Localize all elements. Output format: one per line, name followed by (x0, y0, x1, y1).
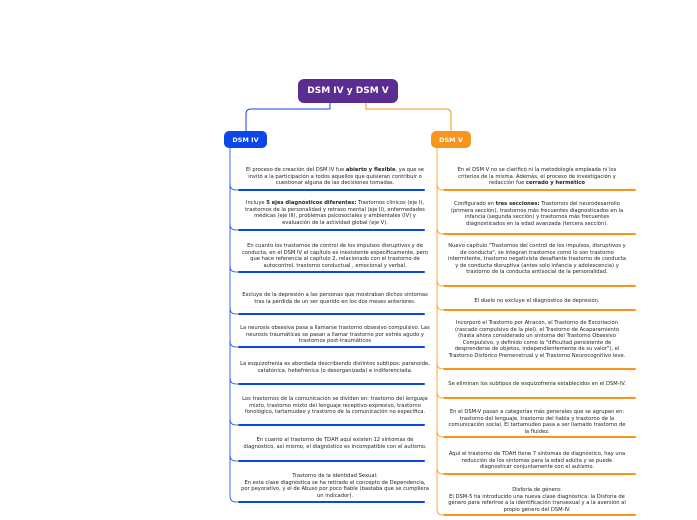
topic-text-span: Incluye (245, 200, 267, 206)
link-topic (230, 341, 238, 347)
topic-text (447, 451, 627, 471)
topic-dsm-v-5[interactable] (447, 320, 627, 359)
topic-text-span: Configurado en (454, 201, 496, 207)
topic-underline (238, 460, 425, 462)
topic-dsm-iv-3[interactable] (240, 243, 430, 269)
topic-underline (443, 285, 636, 287)
topic-underline (238, 271, 425, 273)
topic-underline (238, 501, 425, 503)
topic-underline (238, 383, 425, 385)
topic-text-span: El duelo no excluye el diagnóstico de depresión. (474, 298, 600, 304)
topic-underline (238, 229, 425, 231)
link-topic (230, 378, 238, 384)
topic-text (240, 243, 430, 269)
topic-text-span: Trastornos clínicos (eje I), trastornos de la personalidad y retraso mental (eje II), enfermedades médicas (eje III), problemas psicosociales y ambientales (IV) y evaluación de la actividad global (eje V). (245, 200, 425, 226)
topic-text (447, 201, 627, 227)
topic-text (447, 167, 627, 187)
topic-dsm-v-7[interactable] (447, 409, 627, 435)
topic-underline (238, 313, 425, 315)
root-topic-label: DSM IV y DSM V (307, 86, 389, 96)
topic-text-span: Trastorno de la identidad Sexual: En esta clase diagnóstica se ha retirado el concepto de Dependencia, por peyorativo, y el de Abuso por poco fiable (bastaba que se cumpliera un indicador). (241, 473, 429, 499)
topic-dsm-iv-8[interactable] (240, 437, 430, 450)
topic-dsm-iv-4[interactable] (240, 292, 430, 305)
topic-text (240, 396, 430, 416)
topic-dsm-iv-5[interactable] (240, 325, 430, 345)
link-topic (230, 224, 238, 230)
topic-text-span: La esquizofrenia es abordada describiendo distintos subtipos: paranoide, catatónica, hebefrénica (o desorganizada) e indiferenciada. (240, 361, 430, 374)
topic-dsm-iv-1[interactable] (240, 167, 430, 187)
topic-underline (443, 514, 636, 516)
topic-underline (238, 346, 425, 348)
topic-text-span: Incorporó el Trastorno por Atracón, el Trastorno de Excoriación (rascado compulsivo de la piel), el Trastorno de Acaparamiento (hasta ahora considerado un síntoma del Trastorno Obsesivo Compulsivo, y definido como la "dificultad persistente de desprenderse de objetos, independientemente de su valor"), el Trastorno Disfórico Premenstrual y el Trastorno Neurocognitivo leve. (448, 320, 626, 359)
topic-text (447, 487, 627, 513)
topic-underline (443, 436, 636, 438)
topic-text (240, 361, 430, 374)
topic-text-bold: cerrado y hermético (525, 180, 585, 186)
topic-text-span: En el DSM-V pasan a categorías más generales que se agrupan en: trastorno del lenguaje, trastorno del habla y trastorno de la comunicación social. El tartamudeo pasa a ser llamado trastorno de la fluidez. (448, 409, 626, 435)
link-topic (230, 266, 238, 272)
topic-text (240, 167, 430, 187)
topic-text-span: La neurosis obsesiva pasa a llamarse trastorno obsesivo compulsivo. Las neurosis traumáticas se pasan a llamar trastorno por estrés agudo y trastornos post-traumáticos (240, 325, 430, 344)
topic-underline (238, 189, 425, 191)
link-topic (230, 455, 238, 461)
root-topic[interactable] (298, 79, 398, 103)
topic-text (240, 200, 430, 226)
topic-text-span: En cuanto al trastorno de TDAH aquí existen 12 síntomas de diagnóstico, así mismo, el diagnóstico es incompatible con el autismo. (243, 437, 427, 450)
topic-dsm-iv-6[interactable] (240, 361, 430, 374)
topic-text-span: Los trastornos de la comunicación se dividen en: trastorno del lenguaje mixto, trastorno mixto del lenguaje receptivo-expresivo, trastorno fonológico, tartamudeo y trastorno de la comunicación no específica. (242, 396, 428, 415)
topic-dsm-v-1[interactable] (447, 167, 627, 187)
topic-text (447, 320, 627, 359)
topic-dsm-v-4[interactable] (447, 298, 627, 305)
topic-text-span: Aquí el trastorno de TDAH tiene 7 síntomas de diagnóstico, hay una reducción de los síntomas para la edad adulta y se puede diagnosticar conjuntamente con el autismo. (448, 451, 626, 470)
topic-underline (443, 233, 636, 235)
topic-text-span: Disforia de género: El DSM-5 ha introducido una nueva clase diagnóstica: la Disforia de género para referirse a la identificación transexual y a la aversión al propio género del DSM-IV. (448, 487, 626, 513)
link-topic (230, 496, 238, 502)
branch-dsm-iv[interactable] (224, 131, 267, 148)
topic-text-span: Nuevo capítulo "Trastornos del control de los impulsos, disruptivos y de conducta", se integran trastornos como lo son trastorno intermitente, trastorno negativista desafiante trastorno de conducta y de conducta disruptiva (antes solo infancia y adolescencia) y trastorno de la conducta antisocial de la personalidad. (448, 243, 626, 275)
topic-text-span: En cuanto los trastornos de control de los impulsos disruptivos y de conducta, en el DSM IV el capítulo es inexistente específicamente, pero que hace referencia al capítulo 2, relacionado con el trastorno de autocontrol. trastorno conductual , emocional y verbal. (241, 243, 429, 269)
topic-text-span: Trastornos del neurodesarrollo (primera sección), trastornos más frecuentes diagnosticados en la infancia (segunda sección) y trastornos más frecuentes diagnosticados en la edad avanzada (tercera sección). (450, 201, 624, 227)
link-topic (230, 184, 238, 190)
topic-text (240, 325, 430, 345)
topic-dsm-v-8[interactable] (447, 451, 627, 471)
topic-dsm-iv-9[interactable] (240, 473, 430, 499)
topic-underline (443, 309, 636, 311)
topic-text-span: , ya que se invitó a la participación a todos aquellos que quisieran contribuir o cuestionar alguna de las decisiones tomadas. (248, 167, 424, 186)
topic-underline (443, 368, 636, 370)
topic-dsm-iv-2[interactable] (240, 200, 430, 226)
topic-text-span: El proceso de creación del DSM IV fue (246, 167, 346, 173)
topic-text-bold: abierto y flexible (345, 167, 396, 173)
topic-text-span: Se eliminan los subtipos de esquizofrenia establecidos en el DSM-IV. (448, 381, 626, 387)
topic-dsm-v-3[interactable] (447, 243, 627, 276)
link-root-dsm-v (366, 103, 451, 131)
topic-dsm-v-6[interactable] (447, 381, 627, 388)
topic-text (447, 298, 627, 305)
topic-text (447, 409, 627, 435)
topic-dsm-v-2[interactable] (447, 201, 627, 227)
topic-text-bold: tres secciones: (495, 201, 540, 207)
topic-text (447, 243, 627, 276)
topic-text (447, 381, 627, 388)
topic-underline (443, 397, 636, 399)
branch-dsm-v[interactable] (431, 131, 471, 148)
topic-text (240, 437, 430, 450)
topic-dsm-iv-7[interactable] (240, 396, 430, 416)
topic-dsm-v-9[interactable] (447, 487, 627, 513)
topic-underline (443, 473, 636, 475)
branch-dsm-iv-label: DSM IV (232, 135, 259, 144)
topic-underline (443, 189, 636, 191)
branch-dsm-v-label: DSM V (439, 135, 463, 144)
topic-text (240, 473, 430, 499)
link-root-dsm-iv (246, 103, 330, 131)
topic-text (240, 292, 430, 305)
topic-underline (238, 424, 425, 426)
topic-text-span: Excluye de la depresión a las personas que mostraban dichos síntomas tras la pérdida de un ser querido en los dos meses anteriores. (242, 292, 428, 305)
link-topic (230, 308, 238, 314)
topic-text-bold: 5 ejes diagnósticos diferentes: (266, 200, 357, 206)
link-topic (230, 419, 238, 425)
topic-text-span: En el DSM V no se clarificó ni la metodología empleada ni los criterios de la misma. Además, el proceso de investigación y redacción fue (457, 167, 617, 186)
